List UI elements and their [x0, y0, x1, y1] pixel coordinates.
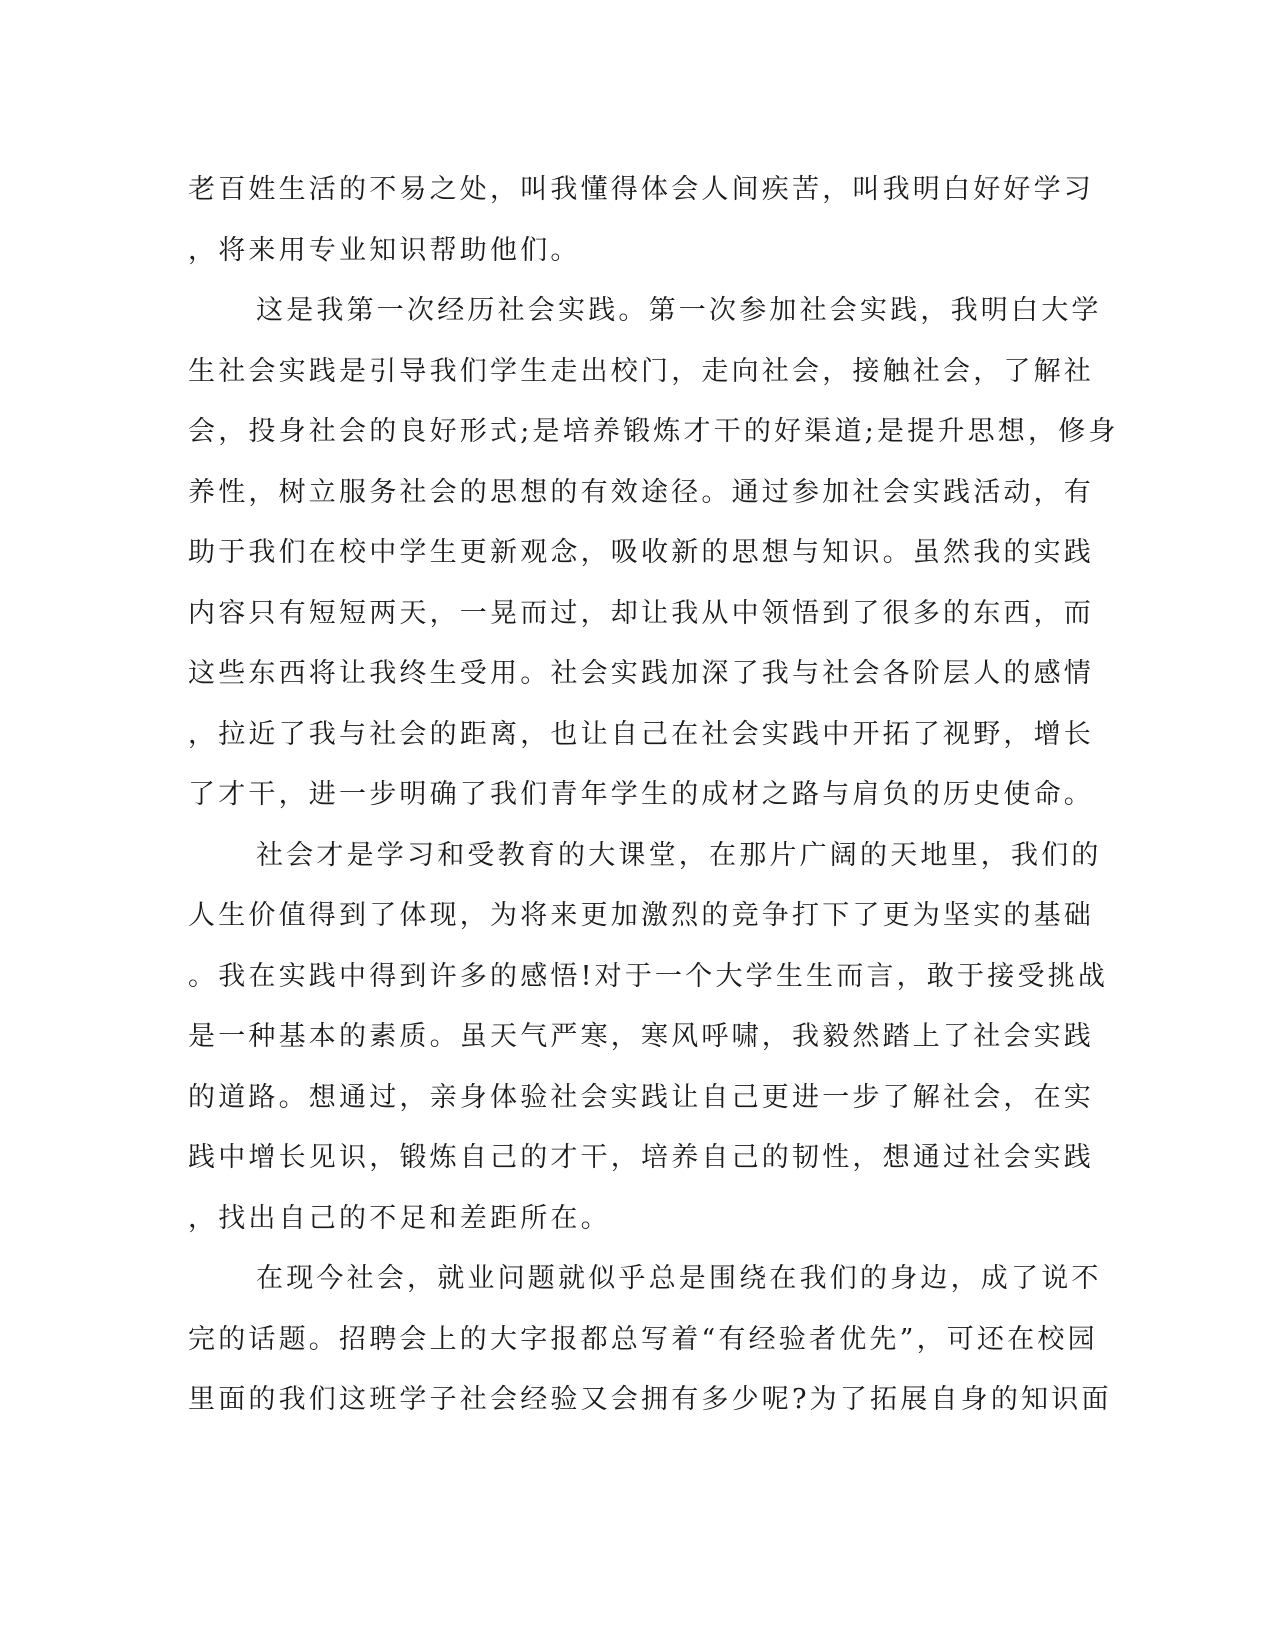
- text-line: ，找出自己的不足和差距所在。: [188, 1202, 611, 1234]
- text-line: 生社会实践是引导我们学生走出校门，走向社会，接触社会，了解社: [188, 355, 1094, 387]
- text-line: 人生价值得到了体现，为将来更加激烈的竞争打下了更为坚实的基础: [188, 900, 1094, 931]
- text-line: 会，投身社会的良好形式;是培养锻炼才干的好渠道;是提升思想，修身: [188, 416, 1119, 447]
- paragraph-first-line: 在现今社会，就业问题就似乎总是围绕在我们的身边，成了说不: [256, 1263, 1102, 1294]
- body-text: [188, 160, 1119, 1431]
- text-line: 完的话题。招聘会上的大字报都总写着“有经验者优先”，可还在校园: [188, 1323, 1098, 1355]
- text-line: 里面的我们这班学子社会经验又会拥有多少呢?为了拓展自身的知识面: [188, 1384, 1112, 1415]
- text-line: 助于我们在校中学生更新观念，吸收新的思想与知识。虽然我的实践: [188, 537, 1094, 568]
- paragraph-first-line: 这是我第一次经历社会实践。第一次参加社会实践，我明白大学: [256, 295, 1102, 326]
- text-line: ，拉近了我与社会的距离，也让自己在社会实践中开拓了视野，增长: [188, 718, 1094, 750]
- text-line: 这些东西将让我终生受用。社会实践加深了我与社会各阶层人的感情: [188, 658, 1094, 689]
- paragraph-first-line: 社会才是学习和受教育的大课堂，在那片广阔的天地里，我们的: [256, 839, 1102, 871]
- text-line: 老百姓生活的不易之处，叫我懂得体会人间疾苦，叫我明白好好学习: [188, 174, 1094, 205]
- text-line: 践中增长见识，锻炼自己的才干，培养自己的韧性，想通过社会实践: [188, 1142, 1094, 1173]
- text-line: ，将来用专业知识帮助他们。: [188, 234, 581, 266]
- text-line: 了才干，进一步明确了我们青年学生的成材之路与肩负的历史使命。: [188, 779, 1094, 810]
- text-line: 。我在实践中得到许多的感悟!对于一个大学生生而言，敢于接受挑战: [188, 960, 1109, 992]
- text-line: 内容只有短短两天，一晃而过，却让我从中领悟到了很多的东西，而: [188, 597, 1094, 629]
- text-line: 是一种基本的素质。虽天气严寒，寒风呼啸，我毅然踏上了社会实践: [188, 1021, 1094, 1052]
- text-line: 的道路。想通过，亲身体验社会实践让自己更进一步了解社会，在实: [188, 1081, 1094, 1113]
- text-line: 养性，树立服务社会的思想的有效途径。通过参加社会实践活动，有: [188, 476, 1094, 508]
